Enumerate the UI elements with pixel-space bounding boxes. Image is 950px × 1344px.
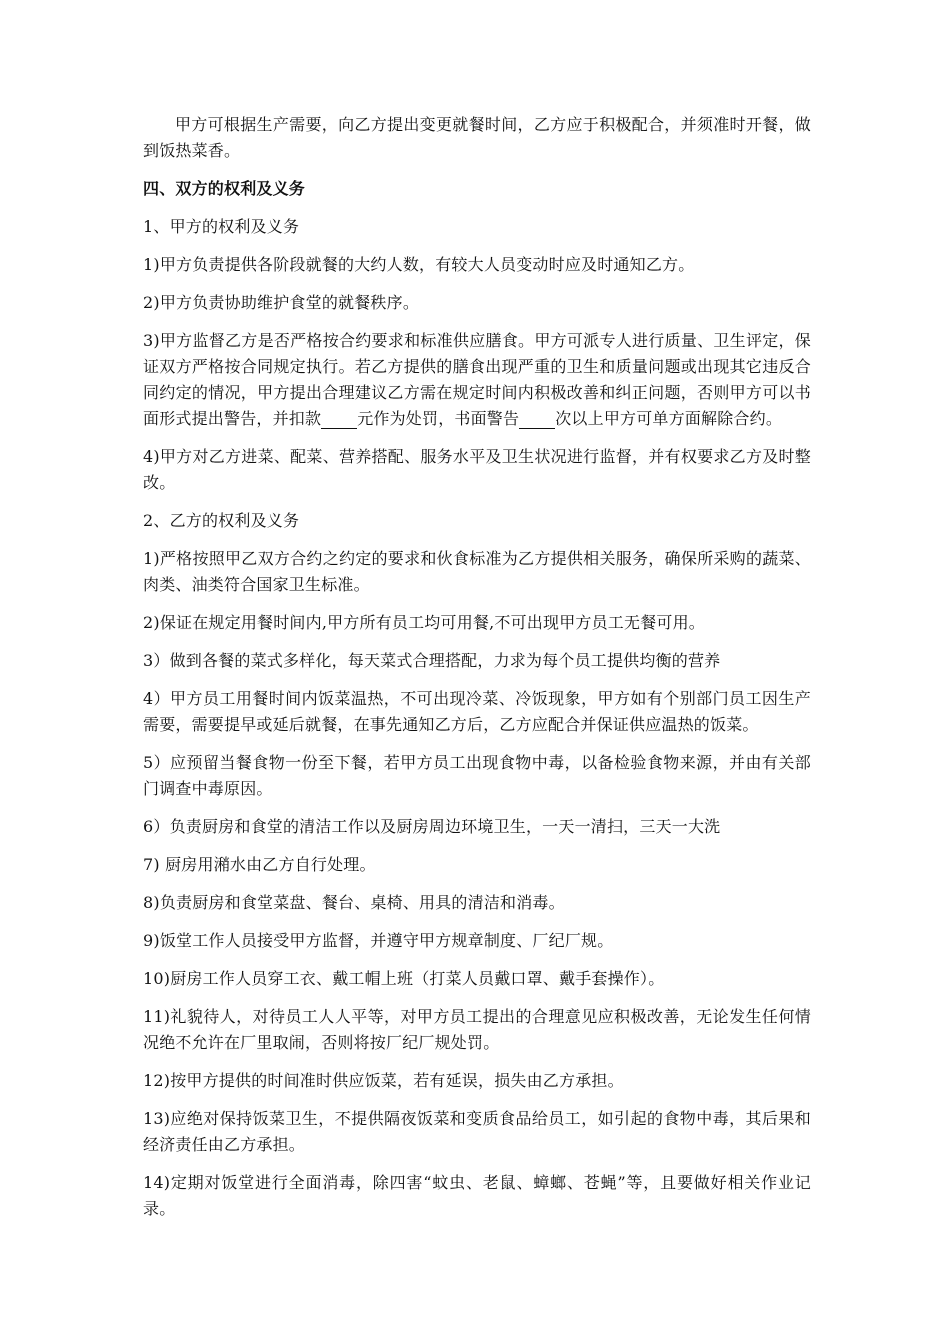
clause-b-14: 14)定期对饭堂进行全面消毒，除四害“蚊虫、老鼠、蟑螂、苍蝇”等，且要做好相关作业记录。 — [143, 1173, 811, 1218]
clause-a-4: 4)甲方对乙方进菜、配菜、营养搭配、服务水平及卫生状况进行监督，并有权要求乙方及时整改。 — [143, 447, 811, 492]
clause-b-13: 13)应绝对保持饭菜卫生，不提供隔夜饭菜和变质食品给员工，如引起的食物中毒，其后果和经济责任由乙方承担。 — [143, 1109, 811, 1154]
fine-amount-blank — [321, 410, 357, 429]
clause-a-3-text-part1: 3)甲方监督乙方是否严格按合约要求和标准供应膳食。甲方可派专人进行质量、卫生评定，保证双方严格按合同规定执行。若乙方提供的膳食出现严重的卫生和质量问题或出现其它违反合同约定的情况，甲方提出合理建议乙方需在规定时间内积极改善和纠正问题，否则甲方可以书面形式提出警告，并扣款 — [143, 331, 811, 428]
clause-b-10: 10)厨房工作人员穿工衣、戴工帽上班（打菜人员戴口罩、戴手套操作）。 — [143, 969, 665, 988]
warning-count-blank — [519, 410, 555, 429]
clause-a-3 — [143, 328, 811, 432]
clause-b-6: 6）负责厨房和食堂的清洁工作以及厨房周边环境卫生，一天一清扫，三天一大洗 — [143, 817, 721, 836]
clause-b-9: 9)饭堂工作人员接受甲方监督，并遵守甲方规章制度、厂纪厂规。 — [143, 931, 614, 950]
clause-b-4: 4）甲方员工用餐时间内饭菜温热，不可出现冷菜、冷饭现象，甲方如有个别部门员工因生产需要，需要提早或延后就餐，在事先通知乙方后，乙方应配合并保证供应温热的饭菜。 — [143, 689, 811, 734]
clause-b-12: 12)按甲方提供的时间准时供应饭菜，若有延误，损失由乙方承担。 — [143, 1071, 624, 1090]
intro-paragraph: 甲方可根据生产需要，向乙方提出变更就餐时间，乙方应于积极配合，并须准时开餐，做到饭热菜香。 — [143, 115, 811, 160]
clause-b-11: 11)礼貌待人，对待员工人人平等，对甲方员工提出的合理意见应积极改善，无论发生任何情况绝不允许在厂里取闹，否则将按厂纪厂规处罚。 — [143, 1007, 811, 1052]
clause-b-3: 3）做到各餐的菜式多样化，每天菜式合理搭配，力求为每个员工提供均衡的营养 — [143, 651, 721, 670]
section-heading: 四、双方的权利及义务 — [143, 179, 306, 198]
clause-a-3-text-part3: 次以上甲方可单方面解除合约。 — [555, 409, 783, 428]
clause-b-1: 1)严格按照甲乙双方合约之约定的要求和伙食标准为乙方提供相关服务，确保所采购的蔬菜、肉类、油类符合国家卫生标准。 — [143, 549, 811, 594]
clause-b-2: 2)保证在规定用餐时间内,甲方所有员工均可用餐,不可出现甲方员工无餐可用。 — [143, 613, 705, 632]
clause-a-2: 2)甲方负责协助维护食堂的就餐秩序。 — [143, 293, 420, 312]
document-body — [143, 112, 811, 1234]
clause-b-5: 5）应预留当餐食物一份至下餐，若甲方员工出现食物中毒，以备检验食物来源，并由有关部门调查中毒原因。 — [143, 753, 811, 798]
subsection-heading-party-a: 1、甲方的权利及义务 — [143, 217, 300, 236]
clause-b-7: 7) 厨房用潲水由乙方自行处理。 — [143, 855, 376, 874]
clause-a-3-text-part2: 元作为处罚，书面警告 — [357, 409, 520, 428]
clause-b-8: 8)负责厨房和食堂菜盘、餐台、桌椅、用具的清洁和消毒。 — [143, 893, 565, 912]
subsection-heading-party-b: 2、乙方的权利及义务 — [143, 511, 300, 530]
clause-a-1: 1)甲方负责提供各阶段就餐的大约人数，有较大人员变动时应及时通知乙方。 — [143, 255, 695, 274]
